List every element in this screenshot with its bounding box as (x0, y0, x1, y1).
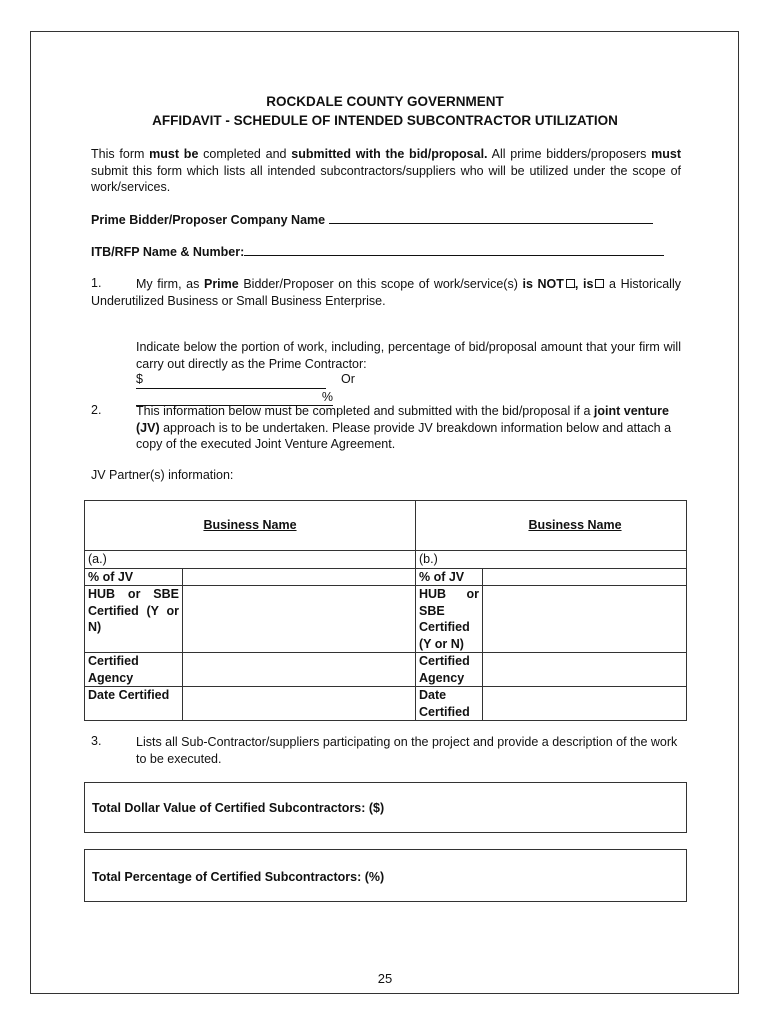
dollar-input[interactable]: $ (136, 371, 326, 389)
business-name-a-cell (85, 501, 416, 551)
jv-partner-table (84, 500, 687, 721)
prime-portion-text: Indicate below the portion of work, including, percentage of bid/proposal amount that your firm will carry out directly as the Prime Contractor: (136, 340, 681, 371)
total-dollar-label: Total Dollar Value of Certified Subcontractors: ($) (92, 801, 385, 815)
intro-paragraph: This form must be completed and submitted with the bid/proposal. All prime bidders/proposers must submit this form which lists all intended subcontractors/suppliers who will be utilized under the scope of work/services. (91, 147, 682, 194)
company-name-label: Prime Bidder/Proposer Company Name (91, 213, 326, 227)
partner-a-agency-label: Certified Agency (85, 653, 183, 687)
total-percent-box[interactable] (84, 849, 687, 902)
partner-b-agency-input[interactable] (483, 653, 687, 687)
item1-number: 1. (91, 276, 102, 290)
partner-a-hub-input[interactable] (183, 586, 416, 653)
item1-text: My firm, as Prime Bidder/Proposer on this scope of work/service(s) is NOT , is a Historically Underutilized Business or Small Business Enterprise. (91, 277, 681, 308)
partner-b-date-label: Date Certified (416, 687, 483, 721)
partner-a-agency-input[interactable] (183, 653, 416, 687)
itb-rfp-input[interactable] (244, 255, 664, 256)
item3-number: 3. (91, 734, 102, 748)
jv-partners-label: JV Partner(s) information: (91, 468, 234, 482)
prime-portion-fields (136, 371, 566, 406)
total-dollar-box[interactable] (84, 782, 687, 833)
or-label: Or (340, 372, 355, 386)
itb-rfp-label: ITB/RFP Name & Number: (91, 245, 245, 259)
partner-b-pct-label: % of JV (416, 568, 483, 586)
partner-a-pct-input[interactable] (183, 568, 416, 586)
partner-b-label: (b.) (416, 551, 687, 569)
partner-a-hub-label: HUB or SBE Certified (Y or N) (85, 586, 183, 653)
business-name-b-cell (416, 501, 687, 551)
business-name-b-header: Business Name (528, 518, 622, 533)
partner-b-hub-input[interactable] (483, 586, 687, 653)
partner-a-pct-label: % of JV (85, 568, 183, 586)
company-name-input[interactable] (329, 223, 653, 224)
percent-input[interactable]: % (136, 389, 333, 407)
partner-b-hub-label: HUB or SBE Certified (Y or N) (416, 586, 483, 653)
item2-text: This information below must be completed and submitted with the bid/proposal if a joint venture (JV) approach is to be undertaken. Please provide JV breakdown information below and attach a copy of the executed Joint Venture Agreement. (136, 404, 672, 451)
item3-text: Lists all Sub-Contractor/suppliers participating on the project and provide a description of the work to be executed. (136, 735, 678, 766)
itb-rfp-field (91, 244, 681, 261)
partner-a-date-label: Date Certified (85, 687, 183, 721)
total-percent-label: Total Percentage of Certified Subcontractors: (%) (92, 870, 385, 884)
header-county: ROCKDALE COUNTY GOVERNMENT (266, 94, 504, 109)
business-name-a-header: Business Name (203, 518, 297, 533)
partner-b-agency-label: Certified Agency (416, 653, 483, 687)
partner-b-date-input[interactable] (483, 687, 687, 721)
partner-a-label: (a.) (85, 551, 416, 569)
item2-number: 2. (91, 403, 102, 417)
partner-b-pct-input[interactable] (483, 568, 687, 586)
company-name-field (91, 212, 681, 229)
is-not-checkbox[interactable] (566, 279, 575, 288)
partner-a-date-input[interactable] (183, 687, 416, 721)
form-title: AFFIDAVIT - SCHEDULE OF INTENDED SUBCONTRACTOR UTILIZATION (152, 113, 618, 128)
page-number: 25 (377, 971, 393, 986)
